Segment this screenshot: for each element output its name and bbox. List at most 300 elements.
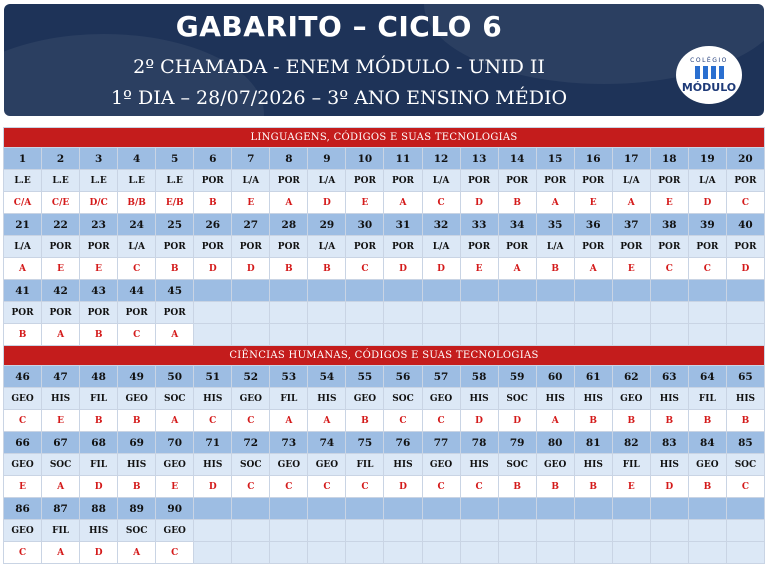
question-answer-cell: C (194, 410, 232, 432)
question-subject-cell: POR (726, 170, 764, 192)
question-number-cell: 8 (270, 148, 308, 170)
question-answer-cell: B (346, 410, 384, 432)
question-number-cell (574, 280, 612, 302)
question-number-cell (422, 498, 460, 520)
question-answer-cell: D (194, 476, 232, 498)
question-number-row (4, 148, 765, 170)
question-subject-cell: L.E (4, 170, 42, 192)
question-answer-cell: D (80, 542, 118, 564)
question-number-cell: 50 (156, 366, 194, 388)
question-subject-cell: POR (118, 302, 156, 324)
question-answer-cell: C (422, 410, 460, 432)
question-number-cell: 11 (384, 148, 422, 170)
question-answer-cell: C (232, 476, 270, 498)
question-subject-cell: HIS (194, 454, 232, 476)
question-number-cell: 18 (650, 148, 688, 170)
question-number-cell: 89 (118, 498, 156, 520)
question-subject-cell (498, 302, 536, 324)
question-subject-cell (574, 302, 612, 324)
question-answer-cell: E (612, 258, 650, 280)
question-number-cell: 66 (4, 432, 42, 454)
question-answer-cell: D (384, 476, 422, 498)
question-subject-cell: SOC (498, 388, 536, 410)
question-number-cell: 58 (460, 366, 498, 388)
question-number-cell: 28 (270, 214, 308, 236)
question-subject-cell: HIS (726, 388, 764, 410)
question-answer-cell: B (688, 410, 726, 432)
question-answer-cell: E (346, 192, 384, 214)
question-subject-cell: POR (346, 236, 384, 258)
question-number-cell: 54 (308, 366, 346, 388)
question-answer-cell: B (4, 324, 42, 346)
question-number-cell: 29 (308, 214, 346, 236)
question-number-cell: 9 (308, 148, 346, 170)
question-subject-cell: HIS (460, 454, 498, 476)
question-subject-cell: POR (498, 236, 536, 258)
question-number-cell: 69 (118, 432, 156, 454)
question-answer-cell: E (650, 192, 688, 214)
question-answer-cell: A (156, 410, 194, 432)
question-answer-cell: B (80, 324, 118, 346)
question-number-cell: 77 (422, 432, 460, 454)
question-answer-cell: A (536, 410, 574, 432)
question-subject-cell: POR (460, 236, 498, 258)
question-number-cell: 15 (536, 148, 574, 170)
question-number-cell: 46 (4, 366, 42, 388)
question-number-cell: 86 (4, 498, 42, 520)
question-subject-cell: GEO (156, 520, 194, 542)
question-subject-cell (536, 520, 574, 542)
question-subject-cell: SOC (42, 454, 80, 476)
question-number-cell: 59 (498, 366, 536, 388)
question-number-cell: 87 (42, 498, 80, 520)
question-answer-cell: D (232, 258, 270, 280)
question-subject-cell: SOC (498, 454, 536, 476)
question-number-cell (346, 498, 384, 520)
school-logo (676, 46, 742, 104)
question-subject-cell: POR (384, 236, 422, 258)
question-number-cell: 82 (612, 432, 650, 454)
question-answer-cell: A (574, 258, 612, 280)
question-number-cell: 48 (80, 366, 118, 388)
question-subject-cell (460, 302, 498, 324)
question-subject-cell (346, 520, 384, 542)
question-answer-cell: E (232, 192, 270, 214)
question-answer-cell: E/B (156, 192, 194, 214)
question-subject-cell (688, 520, 726, 542)
question-subject-row (4, 302, 765, 324)
question-number-cell (650, 498, 688, 520)
question-subject-cell: GEO (422, 454, 460, 476)
question-answer-cell: A (384, 192, 422, 214)
question-answer-cell (384, 324, 422, 346)
question-number-cell: 37 (612, 214, 650, 236)
question-subject-cell: POR (270, 236, 308, 258)
question-answer-cell (688, 324, 726, 346)
header-banner (4, 4, 764, 116)
question-subject-cell: POR (384, 170, 422, 192)
question-answer-cell: E (80, 258, 118, 280)
question-answer-cell: C/E (42, 192, 80, 214)
question-number-cell: 85 (726, 432, 764, 454)
question-answer-cell: E (42, 258, 80, 280)
question-number-cell: 49 (118, 366, 156, 388)
question-number-cell: 7 (232, 148, 270, 170)
question-number-cell (422, 280, 460, 302)
question-answer-cell: D (384, 258, 422, 280)
question-number-cell: 25 (156, 214, 194, 236)
question-number-cell (498, 280, 536, 302)
question-subject-cell: POR (650, 170, 688, 192)
question-subject-cell: GEO (4, 520, 42, 542)
question-number-cell: 35 (536, 214, 574, 236)
question-number-row (4, 498, 765, 520)
question-answer-cell: E (42, 410, 80, 432)
question-subject-cell: GEO (4, 454, 42, 476)
question-number-cell: 10 (346, 148, 384, 170)
question-subject-cell: HIS (308, 388, 346, 410)
question-answer-cell: D (688, 192, 726, 214)
question-subject-cell: L/A (422, 236, 460, 258)
question-answer-cell (498, 324, 536, 346)
question-answer-cell: C (726, 192, 764, 214)
question-answer-cell: A (4, 258, 42, 280)
question-answer-cell: E (574, 192, 612, 214)
question-subject-cell: FIL (80, 388, 118, 410)
question-number-cell: 36 (574, 214, 612, 236)
question-number-cell (232, 498, 270, 520)
question-number-cell: 26 (194, 214, 232, 236)
question-answer-cell: B (498, 192, 536, 214)
question-subject-cell (194, 520, 232, 542)
question-number-cell: 30 (346, 214, 384, 236)
question-number-row (4, 214, 765, 236)
question-subject-cell: POR (194, 170, 232, 192)
question-number-cell: 75 (346, 432, 384, 454)
question-number-cell: 60 (536, 366, 574, 388)
question-number-cell (460, 498, 498, 520)
question-subject-cell (232, 302, 270, 324)
question-answer-cell: C (270, 476, 308, 498)
question-subject-cell (726, 520, 764, 542)
question-answer-cell: B (308, 258, 346, 280)
question-answer-cell: C (4, 410, 42, 432)
question-subject-cell: POR (726, 236, 764, 258)
question-answer-cell (726, 324, 764, 346)
question-answer-cell (650, 324, 688, 346)
question-answer-cell: E (460, 258, 498, 280)
page-subtitle-exam: 2º CHAMADA - ENEM MÓDULO - UNID II (133, 56, 545, 78)
question-number-cell (612, 498, 650, 520)
question-number-cell: 71 (194, 432, 232, 454)
question-answer-cell: D (80, 476, 118, 498)
question-answer-cell: D (650, 476, 688, 498)
question-number-cell (574, 498, 612, 520)
question-subject-cell (536, 302, 574, 324)
question-number-cell: 21 (4, 214, 42, 236)
question-subject-cell (232, 520, 270, 542)
question-answer-cell: A (42, 324, 80, 346)
question-answer-cell (270, 324, 308, 346)
page-subtitle-date: 1º DIA – 28/07/2026 – 3º ANO ENSINO MÉDIO (110, 87, 568, 109)
question-subject-cell (498, 520, 536, 542)
question-subject-cell: SOC (384, 388, 422, 410)
question-subject-cell (308, 302, 346, 324)
question-subject-cell: HIS (574, 454, 612, 476)
question-number-cell (232, 280, 270, 302)
question-number-cell (498, 498, 536, 520)
question-subject-cell: FIL (688, 388, 726, 410)
question-subject-cell: POR (650, 236, 688, 258)
question-subject-cell (270, 520, 308, 542)
question-number-cell: 42 (42, 280, 80, 302)
question-answer-cell: B (650, 410, 688, 432)
question-subject-cell: L/A (536, 236, 574, 258)
question-answer-cell: A (118, 542, 156, 564)
question-number-cell (194, 280, 232, 302)
question-answer-cell (308, 324, 346, 346)
question-number-cell: 70 (156, 432, 194, 454)
question-number-row (4, 432, 765, 454)
question-subject-cell: SOC (726, 454, 764, 476)
question-subject-cell: POR (460, 170, 498, 192)
question-subject-cell: L/A (612, 170, 650, 192)
question-number-cell: 79 (498, 432, 536, 454)
question-number-cell: 57 (422, 366, 460, 388)
question-subject-cell: POR (688, 236, 726, 258)
question-answer-cell: B (118, 476, 156, 498)
question-answer-row (4, 258, 765, 280)
question-subject-cell (422, 520, 460, 542)
question-answer-cell: B (536, 476, 574, 498)
question-number-cell (612, 280, 650, 302)
question-number-cell: 40 (726, 214, 764, 236)
question-subject-row (4, 388, 765, 410)
question-number-cell (308, 498, 346, 520)
question-answer-cell: C (232, 410, 270, 432)
question-number-cell: 72 (232, 432, 270, 454)
question-subject-cell: GEO (422, 388, 460, 410)
question-answer-cell: E (156, 476, 194, 498)
question-subject-cell: POR (612, 236, 650, 258)
question-answer-cell: B (726, 410, 764, 432)
question-subject-cell: POR (232, 236, 270, 258)
question-number-cell (726, 280, 764, 302)
question-number-cell (650, 280, 688, 302)
question-number-cell: 45 (156, 280, 194, 302)
question-answer-cell: C (118, 258, 156, 280)
page-title: GABARITO – CICLO 6 (175, 10, 503, 43)
question-number-cell: 80 (536, 432, 574, 454)
question-number-cell: 2 (42, 148, 80, 170)
question-answer-cell: C (422, 476, 460, 498)
question-answer-cell: C (346, 258, 384, 280)
question-number-cell: 76 (384, 432, 422, 454)
question-answer-cell: B (80, 410, 118, 432)
question-number-cell: 56 (384, 366, 422, 388)
question-number-cell (384, 280, 422, 302)
question-subject-cell (688, 302, 726, 324)
question-number-cell: 53 (270, 366, 308, 388)
question-number-cell (726, 498, 764, 520)
question-subject-cell: FIL (346, 454, 384, 476)
question-number-cell: 1 (4, 148, 42, 170)
question-subject-cell: FIL (42, 520, 80, 542)
question-subject-cell: GEO (270, 454, 308, 476)
question-answer-cell: A (270, 410, 308, 432)
question-answer-cell: D (460, 192, 498, 214)
question-number-cell: 51 (194, 366, 232, 388)
question-answer-cell: C (156, 542, 194, 564)
logo-bars-icon (695, 66, 724, 79)
question-answer-cell: B (536, 258, 574, 280)
question-subject-row (4, 454, 765, 476)
question-subject-cell: POR (574, 170, 612, 192)
question-subject-cell: HIS (384, 454, 422, 476)
question-number-cell: 81 (574, 432, 612, 454)
section-header-row (4, 346, 765, 366)
question-subject-cell (460, 520, 498, 542)
question-subject-cell: L.E (156, 170, 194, 192)
question-answer-cell: E (4, 476, 42, 498)
question-subject-cell: POR (42, 302, 80, 324)
question-number-row (4, 366, 765, 388)
question-subject-cell: HIS (80, 520, 118, 542)
question-number-cell (270, 498, 308, 520)
question-subject-cell: FIL (612, 454, 650, 476)
question-subject-cell (346, 302, 384, 324)
question-answer-cell: A (42, 542, 80, 564)
question-number-cell: 52 (232, 366, 270, 388)
question-answer-cell: B (574, 476, 612, 498)
question-answer-row (4, 192, 765, 214)
question-number-cell: 32 (422, 214, 460, 236)
question-subject-cell: POR (498, 170, 536, 192)
question-answer-cell: D (460, 410, 498, 432)
section-header-row (4, 128, 765, 148)
question-number-cell: 13 (460, 148, 498, 170)
question-subject-cell: HIS (650, 388, 688, 410)
question-subject-cell: GEO (4, 388, 42, 410)
question-subject-cell: POR (80, 236, 118, 258)
question-subject-cell (726, 302, 764, 324)
question-number-cell: 12 (422, 148, 460, 170)
question-number-cell: 43 (80, 280, 118, 302)
answer-key-table (3, 127, 765, 564)
question-subject-cell: GEO (536, 454, 574, 476)
question-subject-cell: HIS (460, 388, 498, 410)
question-answer-cell: A (612, 192, 650, 214)
question-subject-cell: L/A (688, 170, 726, 192)
question-number-cell: 33 (460, 214, 498, 236)
question-number-cell: 3 (80, 148, 118, 170)
question-answer-row (4, 476, 765, 498)
question-number-cell (384, 498, 422, 520)
question-subject-cell: L.E (80, 170, 118, 192)
question-number-cell: 74 (308, 432, 346, 454)
question-answer-row (4, 410, 765, 432)
question-answer-cell: C (650, 258, 688, 280)
question-subject-cell: GEO (118, 388, 156, 410)
question-subject-cell: GEO (308, 454, 346, 476)
question-subject-row (4, 520, 765, 542)
question-subject-cell (650, 520, 688, 542)
question-subject-cell: GEO (688, 454, 726, 476)
question-number-cell: 16 (574, 148, 612, 170)
question-subject-row (4, 170, 765, 192)
question-answer-cell: B (270, 258, 308, 280)
question-subject-cell: HIS (536, 388, 574, 410)
question-number-cell: 47 (42, 366, 80, 388)
question-subject-cell: GEO (232, 388, 270, 410)
question-number-cell: 14 (498, 148, 536, 170)
question-number-cell: 44 (118, 280, 156, 302)
question-subject-cell (384, 520, 422, 542)
question-subject-cell (422, 302, 460, 324)
question-subject-cell (384, 302, 422, 324)
question-answer-row (4, 324, 765, 346)
question-number-cell: 23 (80, 214, 118, 236)
question-answer-cell: A (308, 410, 346, 432)
logo-bottom-text: MÓDULO (681, 80, 737, 94)
question-subject-cell (612, 520, 650, 542)
question-number-cell: 90 (156, 498, 194, 520)
question-answer-cell: B (194, 192, 232, 214)
question-number-cell (460, 280, 498, 302)
question-subject-cell: POR (156, 302, 194, 324)
question-subject-cell: HIS (574, 388, 612, 410)
question-subject-cell: HIS (650, 454, 688, 476)
question-answer-cell (346, 324, 384, 346)
question-answer-cell (422, 324, 460, 346)
question-number-cell: 83 (650, 432, 688, 454)
question-answer-cell: B (612, 410, 650, 432)
question-subject-cell: POR (536, 170, 574, 192)
question-number-cell: 84 (688, 432, 726, 454)
question-answer-cell (460, 324, 498, 346)
logo-top-text: COLÉGIO (690, 56, 728, 64)
question-subject-cell: SOC (118, 520, 156, 542)
question-subject-cell: POR (156, 236, 194, 258)
question-number-cell (270, 280, 308, 302)
question-number-cell: 39 (688, 214, 726, 236)
question-number-cell: 55 (346, 366, 384, 388)
question-answer-cell: D/C (80, 192, 118, 214)
question-answer-cell: A (42, 476, 80, 498)
question-answer-cell: A (498, 258, 536, 280)
question-number-cell: 22 (42, 214, 80, 236)
question-subject-cell: POR (194, 236, 232, 258)
question-number-cell (536, 280, 574, 302)
question-subject-cell: POR (574, 236, 612, 258)
question-answer-cell: C (384, 410, 422, 432)
question-number-cell (194, 498, 232, 520)
question-answer-cell (232, 324, 270, 346)
question-subject-cell: POR (42, 236, 80, 258)
section-title: CIÊNCIAS HUMANAS, CÓDIGOS E SUAS TECNOLOGIAS (4, 346, 765, 366)
question-number-cell: 4 (118, 148, 156, 170)
question-number-cell: 31 (384, 214, 422, 236)
question-subject-cell: L.E (118, 170, 156, 192)
question-answer-cell (194, 324, 232, 346)
question-subject-cell: POR (346, 170, 384, 192)
question-answer-cell: B (688, 476, 726, 498)
question-number-cell: 6 (194, 148, 232, 170)
question-answer-cell (612, 324, 650, 346)
question-answer-cell: C (460, 476, 498, 498)
section-title: LINGUAGENS, CÓDIGOS E SUAS TECNOLOGIAS (4, 128, 765, 148)
question-answer-cell: A (536, 192, 574, 214)
